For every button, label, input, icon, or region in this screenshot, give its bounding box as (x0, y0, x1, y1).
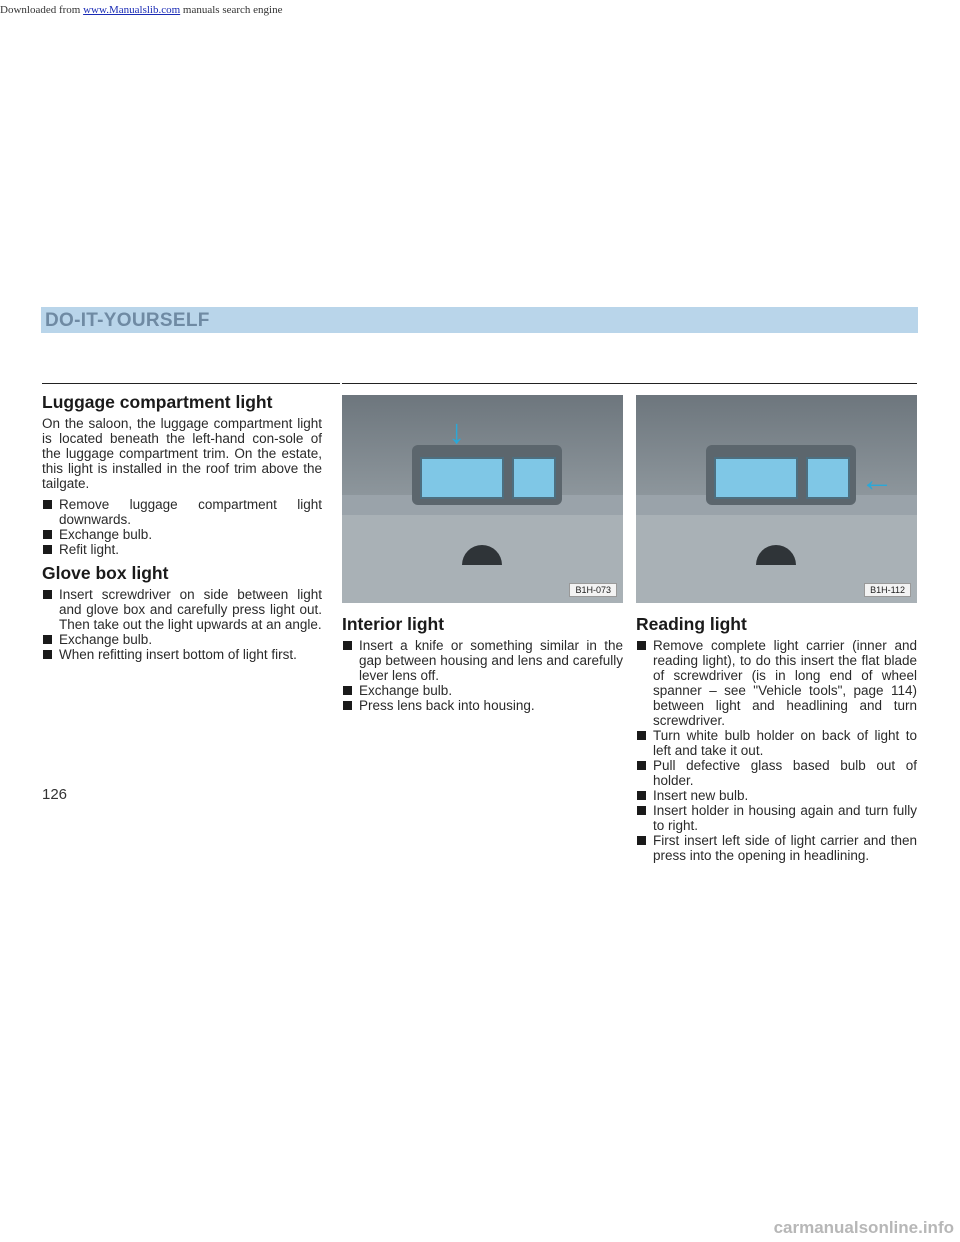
luggage-intro: On the saloon, the luggage compartment light is located beneath the left-hand con-sole of the luggage compartment trim. On the estate, this light is installed in the roof trim above the tailgate. (42, 416, 322, 491)
reading-light-photo (636, 395, 917, 603)
glovebox-title: Glove box light (42, 563, 169, 583)
photo-reference-tag: B1H-112 (864, 583, 911, 597)
list-item: Exchange bulb. (342, 683, 623, 698)
list-item: When refitting insert bottom of light first. (42, 647, 322, 662)
list-item: Insert new bulb. (636, 788, 917, 803)
interior-steps (342, 638, 623, 713)
photo-reference-tag: B1H-073 (569, 583, 617, 597)
arrow-left-icon: ← (860, 461, 894, 499)
interior-lens (420, 457, 504, 499)
luggage-steps (42, 497, 322, 557)
list-item: Remove luggage compartment light downwards. (42, 497, 322, 527)
right-column (636, 614, 917, 869)
column-rule-1 (42, 383, 340, 384)
list-item: Turn white bulb holder on back of light to left and take it out. (636, 728, 917, 758)
column-rule-2 (342, 383, 917, 384)
list-item: Pull defective glass based bulb out of holder. (636, 758, 917, 788)
list-item: Insert screwdriver on side between light and glove box and carefully press light out. Then take out the light upwards at an angle. (42, 587, 322, 632)
list-item: Refit light. (42, 542, 322, 557)
luggage-title: Luggage compartment light (42, 392, 273, 412)
list-item: Insert a knife or something similar in the gap between housing and lens and carefully lever lens off. (342, 638, 623, 683)
list-item: Insert holder in housing again and turn fully to right. (636, 803, 917, 833)
page-number: 126 (42, 786, 68, 803)
interior-light-photo (342, 395, 623, 603)
list-item: Exchange bulb. (42, 527, 322, 542)
interior-title: Interior light (342, 614, 445, 634)
arrow-down-icon: ↓ (448, 413, 465, 451)
download-prefix: Downloaded from (0, 4, 81, 16)
reading-steps (636, 638, 917, 863)
download-header (0, 4, 282, 16)
glovebox-steps (42, 587, 322, 662)
section-banner-title: DO-IT-YOURSELF (45, 310, 210, 331)
reading-title: Reading light (636, 614, 747, 634)
manualslib-link[interactable]: www.Manualslib.com (83, 4, 181, 16)
list-item: First insert left side of light carrier and then press into the opening in headlining. (636, 833, 917, 863)
list-item: Exchange bulb. (42, 632, 322, 647)
interior-lens (714, 457, 798, 499)
left-column (42, 392, 322, 668)
list-item: Press lens back into housing. (342, 698, 623, 713)
middle-column (342, 614, 623, 719)
reading-lens (512, 457, 556, 499)
list-item: Remove complete light carrier (inner and reading light), to do this insert the flat blade of screwdriver (is in long end of wheel spanner – see "Vehicle tools", page 114) between light and headlining and turn screwdriver. (636, 638, 917, 728)
download-suffix: manuals search engine (182, 4, 283, 16)
section-banner (41, 307, 918, 333)
reading-lens (806, 457, 850, 499)
watermark: carmanualsonline.info (773, 1218, 954, 1237)
